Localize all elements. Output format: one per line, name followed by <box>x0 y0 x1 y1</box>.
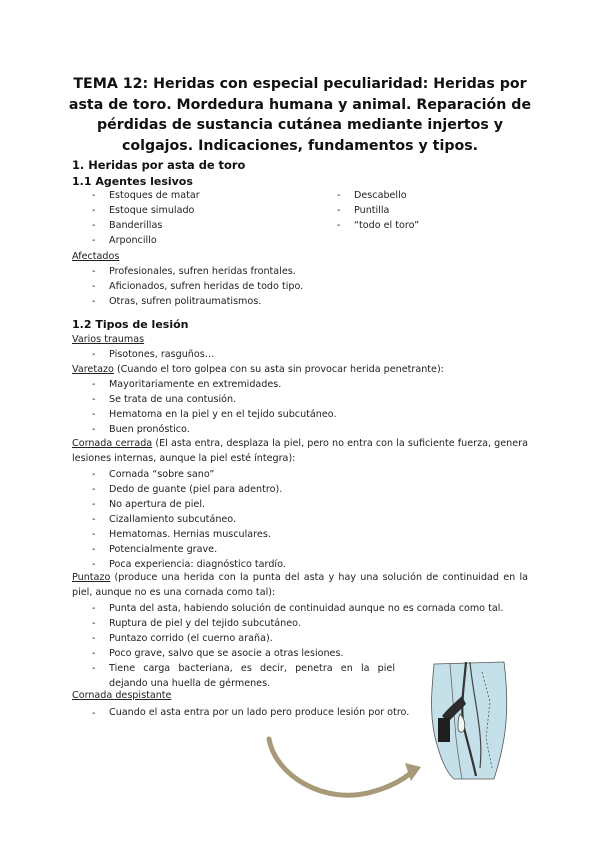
list-item: Aficionados, sufren heridas de todo tipo. <box>109 281 304 292</box>
despistante-label: Cornada despistante <box>72 690 172 701</box>
list-item: Estoques de matar <box>109 190 200 201</box>
puntazo-desc: (produce una herida con la punta del asta y hay una solución de continuidad en la piel, aunque no es una cornada como tal): <box>72 572 528 598</box>
varetazo-desc: (Cuando el toro golpea con su asta sin provocar herida penetrante): <box>113 364 444 375</box>
list-item: Puntazo corrido (el cuerno araña). <box>109 633 273 644</box>
list-item: Pisotones, rasguños… <box>109 349 215 360</box>
list-item: Descabello <box>354 190 407 201</box>
list-item: Hematoma en la piel y en el tejido subcutáneo. <box>109 409 337 420</box>
list-item: Buen pronóstico. <box>109 424 190 435</box>
list-item: Poco grave, salvo que se asocie a otras lesiones. <box>109 648 344 659</box>
cerrada-desc: (El asta entra, desplaza la piel, pero no entra con la suficiente fuerza, genera lesiones internas, aunque la piel esté íntegra): <box>72 438 528 464</box>
leg-wound-illustration <box>420 658 514 780</box>
cerrada-label: Cornada cerrada <box>72 438 153 449</box>
list-item: Poca experiencia: diagnóstico tardío. <box>109 559 286 570</box>
list-item: Mayoritariamente en extremidades. <box>109 379 282 390</box>
document-page: TEMA 12: Heridas con especial peculiaridad: Heridas por asta de toro. Mordedura humana y animal. Reparación de pérdidas de sustancia cutánea mediante injertos y colgajos. Indicaciones, fundamentos y tipos. 1. Heridas por asta de toro 1.1 Agentes lesivos - Estoques de matar - Estoque simulado - Banderillas - Arponcillo - Descabello - Puntilla - “todo el toro” Afectados - Profesionales, sufren heridas frontales. - Aficionados, sufren heridas de todo tipo. - Otras, sufren politraumatismos. 1.2 Tipos de lesión Varios traumas - Pisotones, rasguños… Varetazo (Cuando el toro golpea con su asta sin provocar herida penetrante): - Mayoritariamente en extremidades. - Se trata de una contusión. - Hematoma en la piel y en el tejido subcutáneo. - Buen pronóstico. Cornada cerrada (El asta entra, desplaza la piel, pero no entra con la suficiente fuerza, genera lesiones internas, aunque la piel esté íntegra): - Cornada “sobre sano” - Dedo de guante (piel para adentro). - No apertura de piel. - Cizallamiento subcutáneo. - Hematomas. Hernias musculares. - Potencialmente grave. - Poca experiencia: diagnóstico tardío. Puntazo (produce una herida con la punta del asta y hay una solución de continuidad en la piel, aunque no es una cornada como tal): - Punta del asta, habiendo solución de continuidad aunque no es cornada como tal. - Ruptura de piel y del tejido subcutáneo. - Puntazo corrido (el cuerno araña). - Poco grave, salvo que se asocie a otras lesiones. - Tiene carga bacteriana, es decir, penetra en la piel dejando una huella de gérmenes. Cornada despistante - Cuando el asta entra por un lado pero produce lesión por otro. <box>0 0 600 848</box>
list-item: Tiene carga bacteriana, es decir, penetra en la piel dejando una huella de gérmenes. <box>109 663 395 689</box>
list-item: Otras, sufren politraumatismos. <box>109 296 262 307</box>
list-item: Dedo de guante (piel para adentro). <box>109 484 283 495</box>
list-item: Profesionales, sufren heridas frontales. <box>109 266 296 277</box>
list-item: Puntilla <box>354 205 390 216</box>
list-item: Estoque simulado <box>109 205 195 216</box>
list-item: Punta del asta, habiendo solución de continuidad aunque no es cornada como tal. <box>109 603 504 614</box>
list-item: Cuando el asta entra por un lado pero produce lesión por otro. <box>109 707 410 718</box>
list-item: Cizallamiento subcutáneo. <box>109 514 237 525</box>
cerrada-paragraph <box>72 436 528 466</box>
puntazo-label: Puntazo <box>72 572 111 583</box>
puntazo-paragraph <box>72 570 528 600</box>
subsection-heading: 1.1 Agentes lesivos <box>72 175 193 188</box>
list-item: Arponcillo <box>109 235 157 246</box>
section-heading: 1. Heridas por asta de toro <box>72 158 246 172</box>
list-item: No apertura de piel. <box>109 499 206 510</box>
curved-arrow-icon <box>265 735 425 815</box>
list-item: Hematomas. Hernias musculares. <box>109 529 271 540</box>
list-item: Se trata de una contusión. <box>109 394 237 405</box>
list-item: Cornada “sobre sano” <box>109 469 215 480</box>
list-item: “todo el toro” <box>354 220 420 231</box>
subsection-heading: 1.2 Tipos de lesión <box>72 318 189 331</box>
varetazo-label: Varetazo <box>72 364 114 375</box>
varios-label: Varios traumas <box>72 334 145 345</box>
list-item: Banderillas <box>109 220 163 231</box>
page-title: TEMA 12: Heridas con especial peculiaridad: Heridas por asta de toro. Mordedura humana y animal. Reparación de pérdidas de sustancia cutánea mediante injertos y colgajos. Indicaciones, fundamentos y tipos. <box>68 76 532 154</box>
affected-label: Afectados <box>72 251 120 262</box>
list-item: Potencialmente grave. <box>109 544 218 555</box>
varetazo-paragraph <box>72 362 444 377</box>
list-item: Ruptura de piel y del tejido subcutáneo. <box>109 618 301 629</box>
